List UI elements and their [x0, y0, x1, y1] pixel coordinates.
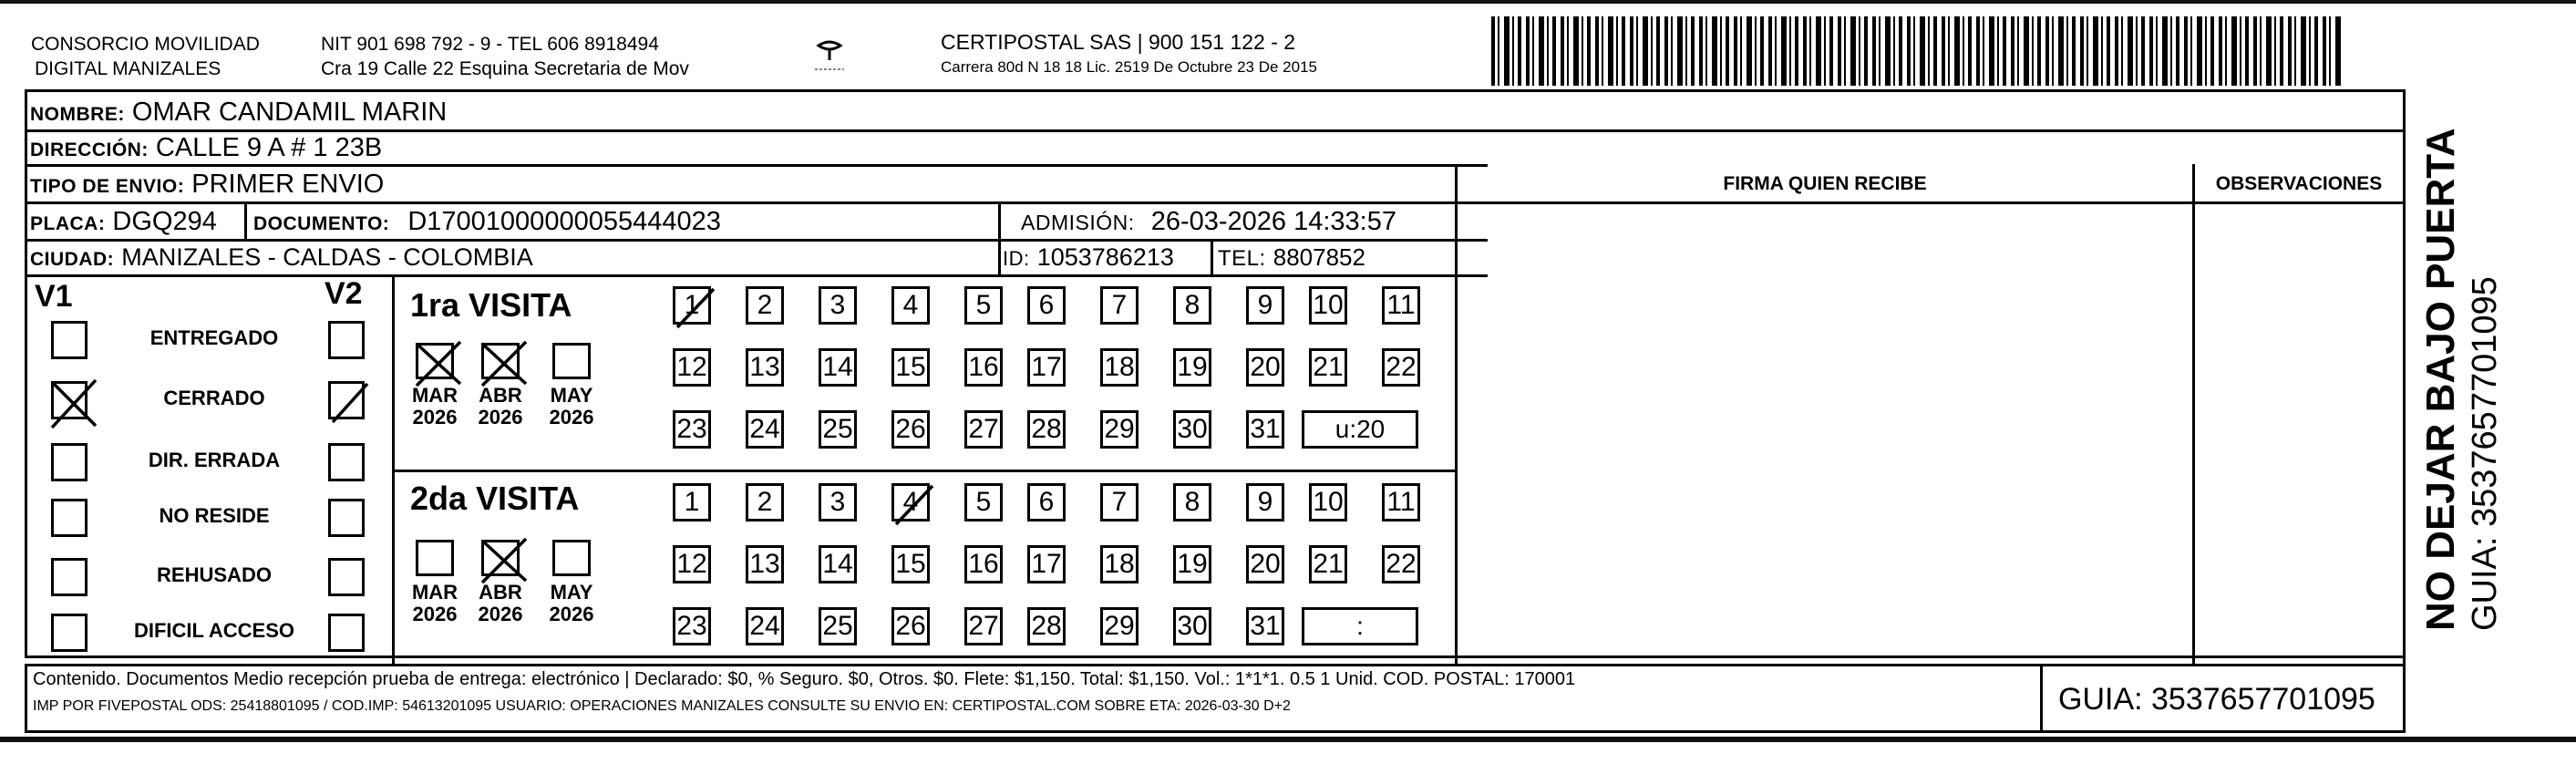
v1-checkbox-5[interactable] — [51, 614, 88, 652]
courier-line1: CERTIPOSTAL SAS | 900 151 122 - 2 — [941, 30, 1296, 54]
visit2-day-20[interactable]: 20 — [1246, 545, 1284, 583]
visit1-day-4[interactable]: 4 — [891, 286, 930, 325]
visit1-day-29[interactable]: 29 — [1100, 410, 1139, 449]
visit1-day-31[interactable]: 31 — [1246, 410, 1284, 449]
visit1-month-label-mar — [403, 385, 467, 428]
visit2-day-17[interactable]: 17 — [1027, 545, 1066, 583]
visit1-day-1[interactable]: 1 — [673, 286, 711, 325]
direccion-row — [30, 132, 382, 166]
visit2-time-slot[interactable]: : — [1302, 607, 1418, 645]
ciudad-value: MANIZALES - CALDAS - COLOMBIA — [121, 243, 533, 271]
ciudad-field — [30, 242, 533, 275]
v1-checkbox-4[interactable] — [51, 558, 88, 596]
status-label-5: DIFICIL ACCESO — [133, 619, 294, 642]
visit1-day-25[interactable]: 25 — [819, 410, 857, 449]
visit2-day-13[interactable]: 13 — [746, 545, 784, 583]
visit1-month-mar-checkbox[interactable] — [416, 343, 454, 379]
no-dejar-bajo-puerta: NO DEJAR BAJO PUERTA — [2418, 128, 2463, 631]
visit1-day-8[interactable]: 8 — [1173, 286, 1211, 325]
visit2-day-14[interactable]: 14 — [819, 545, 857, 583]
documento-field — [253, 206, 721, 240]
visit2-day-19[interactable]: 19 — [1173, 545, 1211, 583]
visit1-day-mark — [672, 285, 717, 331]
visit1-month-label-abr — [469, 385, 532, 428]
visit2-day-8[interactable]: 8 — [1173, 483, 1211, 521]
visit1-day-11[interactable]: 11 — [1382, 286, 1420, 325]
visit1-day-27[interactable]: 27 — [964, 410, 1003, 449]
v1-header: V1 — [35, 279, 73, 314]
visit2-day-21[interactable]: 21 — [1309, 545, 1347, 583]
tel-label: TEL: — [1218, 246, 1266, 271]
visit1-day-24[interactable]: 24 — [746, 410, 784, 449]
placa-label: PLACA: — [30, 213, 106, 234]
visit2-month-label-may — [540, 582, 603, 625]
observaciones-area[interactable] — [2195, 204, 2403, 664]
visit2-title: 2da VISITA — [410, 480, 580, 517]
visit1-day-21[interactable]: 21 — [1309, 348, 1347, 387]
id-field — [1003, 242, 1174, 274]
month-name: MAR — [411, 581, 459, 604]
visit2-day-9[interactable]: 9 — [1246, 483, 1284, 521]
tipo-envio-value: PRIMER ENVIO — [191, 170, 385, 199]
nombre-label: NOMBRE: — [30, 104, 125, 125]
v1-checkbox-0[interactable] — [51, 321, 88, 359]
tel-value: 8807852 — [1273, 243, 1365, 271]
visit2-day-1[interactable]: 1 — [673, 483, 711, 521]
visit2-day-31[interactable]: 31 — [1246, 607, 1284, 645]
status-label-2: DIR. ERRADA — [148, 449, 281, 471]
month-year: 2026 — [478, 406, 523, 428]
month-year: 2026 — [412, 406, 458, 428]
nombre-row — [30, 97, 447, 130]
bottom-edge — [0, 737, 2576, 742]
courier-line2: Carrera 80d N 18 18 Lic. 2519 De Octubre 23 De 2015 — [941, 58, 1317, 76]
status-label-3: NO RESIDE — [159, 504, 270, 527]
visit1-day-16[interactable]: 16 — [964, 348, 1003, 387]
visit2-day-4[interactable]: 4 — [891, 483, 930, 521]
month-name: MAY — [550, 581, 593, 604]
documento-label: DOCUMENTO: — [253, 213, 390, 234]
visit1-day-19[interactable]: 19 — [1173, 348, 1211, 387]
visit2-month-abr-checkbox[interactable] — [481, 540, 520, 576]
courier-logo-icon — [811, 36, 848, 73]
status-label-0: ENTREGADO — [149, 326, 279, 349]
visit1-day-5[interactable]: 5 — [964, 286, 1003, 325]
placa-value: DGQ294 — [112, 207, 217, 236]
visit2-day-27[interactable]: 27 — [964, 607, 1003, 645]
month-year: 2026 — [412, 603, 458, 625]
visit2-month-mar-checkbox[interactable] — [416, 540, 454, 576]
v2-checkbox-5[interactable] — [328, 614, 365, 652]
visit1-day-18[interactable]: 18 — [1100, 348, 1139, 387]
side-text — [2417, 120, 2545, 631]
visit2-day-2[interactable]: 2 — [746, 483, 784, 521]
visit1-day-23[interactable]: 23 — [673, 410, 711, 449]
visit2-day-16[interactable]: 16 — [964, 545, 1003, 583]
month-year: 2026 — [478, 603, 523, 625]
visit1-day-14[interactable]: 14 — [819, 348, 857, 387]
v2-check-mark — [327, 380, 371, 426]
v2-header: V2 — [325, 276, 363, 311]
ciudad-label: CIUDAD: — [30, 249, 115, 270]
tipo-envio-label: TIPO DE ENVIO: — [30, 176, 185, 197]
v2-checkbox-3[interactable] — [328, 499, 365, 537]
month-year: 2026 — [549, 603, 594, 625]
courier-details — [941, 30, 1317, 79]
v2-checkbox-1[interactable] — [328, 381, 365, 419]
v1-checkbox-2[interactable] — [51, 443, 88, 481]
sender-company-line2: DIGITAL MANIZALES — [35, 58, 222, 79]
direccion-value: CALLE 9 A # 1 23B — [155, 133, 383, 162]
visit2-day-28[interactable]: 28 — [1027, 607, 1066, 645]
visit2-day-5[interactable]: 5 — [964, 483, 1003, 521]
visit2-day-29[interactable]: 29 — [1100, 607, 1139, 645]
visit2-day-11[interactable]: 11 — [1382, 483, 1420, 521]
visit2-day-25[interactable]: 25 — [819, 607, 857, 645]
id-value: 1053786213 — [1036, 243, 1174, 271]
visit2-day-23[interactable]: 23 — [673, 607, 711, 645]
sender-company-line1: CONSORCIO MOVILIDAD — [31, 34, 260, 55]
visit1-day-26[interactable]: 26 — [891, 410, 930, 449]
month-name: MAR — [411, 384, 459, 407]
tipo-envio-row — [30, 169, 384, 202]
visit2-day-24[interactable]: 24 — [746, 607, 784, 645]
v2-checkbox-0[interactable] — [328, 321, 365, 359]
tel-field — [1218, 242, 1365, 274]
firma-area[interactable] — [1458, 204, 2192, 664]
visit1-month-abr-checkbox[interactable] — [481, 343, 520, 379]
visit1-day-12[interactable]: 12 — [673, 348, 711, 387]
visit2-day-6[interactable]: 6 — [1027, 483, 1066, 521]
v2-checkbox-2[interactable] — [328, 443, 365, 481]
visit1-day-22[interactable]: 22 — [1382, 348, 1420, 387]
visit1-day-28[interactable]: 28 — [1027, 410, 1066, 449]
admision-value: 26-03-2026 14:33:57 — [1150, 207, 1396, 236]
visit1-day-3[interactable]: 3 — [819, 286, 857, 325]
direccion-label: DIRECCIÓN: — [30, 139, 149, 160]
firma-header: FIRMA QUIEN RECIBE — [1723, 173, 1927, 194]
visit1-month-may-checkbox[interactable] — [552, 343, 591, 379]
status-label-1: CERRADO — [163, 387, 265, 409]
sender-details — [321, 32, 689, 81]
visit2-month-may-checkbox[interactable] — [552, 540, 591, 576]
visit1-title: 1ra VISITA — [410, 286, 572, 324]
month-year: 2026 — [549, 406, 594, 428]
visit1-day-6[interactable]: 6 — [1027, 286, 1066, 325]
v1-checkbox-3[interactable] — [51, 499, 88, 537]
visit1-day-13[interactable]: 13 — [746, 348, 784, 387]
visit1-day-20[interactable]: 20 — [1246, 348, 1284, 387]
observaciones-header: OBSERVACIONES — [2215, 173, 2383, 194]
visit2-month-label-abr — [469, 582, 532, 625]
v1-checkbox-1[interactable] — [51, 381, 88, 419]
sender-company — [31, 32, 260, 81]
month-name: ABR — [479, 384, 522, 407]
v2-checkbox-4[interactable] — [328, 558, 365, 596]
visit2-day-3[interactable]: 3 — [819, 483, 857, 521]
documento-value: D17001000000055444023 — [407, 207, 721, 236]
visit2-day-26[interactable]: 26 — [891, 607, 930, 645]
top-edge — [0, 0, 2576, 4]
barcode — [1491, 16, 2341, 86]
visit2-day-10[interactable]: 10 — [1309, 483, 1347, 521]
footer-contenido: Contenido. Documentos Medio recepción prueba de entrega: electrónico | Declarado: $0, % Seguro. $0, Otros. $0. Flete: $1,150. Total: $1,150. Vol.: 1*1*1. 0.5 1 Unid. COD. POSTAL: 170001 — [33, 669, 1576, 689]
visit2-day-mark — [891, 482, 936, 528]
id-label: ID: — [1003, 247, 1030, 270]
visit1-day-9[interactable]: 9 — [1246, 286, 1284, 325]
visit1-day-2[interactable]: 2 — [746, 286, 784, 325]
visit2-day-30[interactable]: 30 — [1173, 607, 1211, 645]
admision-label: ADMISIÓN: — [1021, 211, 1135, 234]
visit1-day-7[interactable]: 7 — [1100, 286, 1139, 325]
month-name: ABR — [479, 581, 522, 604]
nombre-value: OMAR CANDAMIL MARIN — [131, 98, 448, 127]
footer-imp: IMP POR FIVEPOSTAL ODS: 25418801095 / COD.IMP: 54613201095 USUARIO: OPERACIONES MANIZALES CONSULTE SU ENVIO EN: CERTIPOSTAL.COM SOBRE ETA: 2026-03-30 D+2 — [33, 698, 1291, 714]
sender-nit: NIT 901 698 792 - 9 - TEL 606 8918494 — [321, 34, 659, 55]
visit1-day-15[interactable]: 15 — [891, 348, 930, 387]
visit2-day-12[interactable]: 12 — [673, 545, 711, 583]
visit1-month-label-may — [540, 385, 603, 428]
visit2-day-18[interactable]: 18 — [1100, 545, 1139, 583]
visit1-time-slot[interactable]: u:20 — [1302, 410, 1418, 449]
visit2-day-7[interactable]: 7 — [1100, 483, 1139, 521]
admision-field — [1021, 206, 1396, 238]
visit1-day-10[interactable]: 10 — [1309, 286, 1347, 325]
footer-guia: GUIA: 3537657701095 — [2058, 682, 2375, 717]
visit1-day-17[interactable]: 17 — [1027, 348, 1066, 387]
visit1-day-30[interactable]: 30 — [1173, 410, 1211, 449]
status-label-4: REHUSADO — [157, 563, 272, 586]
month-name: MAY — [550, 384, 593, 407]
side-guia: GUIA: 3537657701095 — [2466, 276, 2504, 631]
placa-field — [30, 206, 217, 240]
visit2-month-label-mar — [403, 582, 467, 625]
sender-address: Cra 19 Calle 22 Esquina Secretaria de Mov — [321, 58, 689, 79]
visit2-day-15[interactable]: 15 — [891, 545, 930, 583]
visit2-day-22[interactable]: 22 — [1382, 545, 1420, 583]
